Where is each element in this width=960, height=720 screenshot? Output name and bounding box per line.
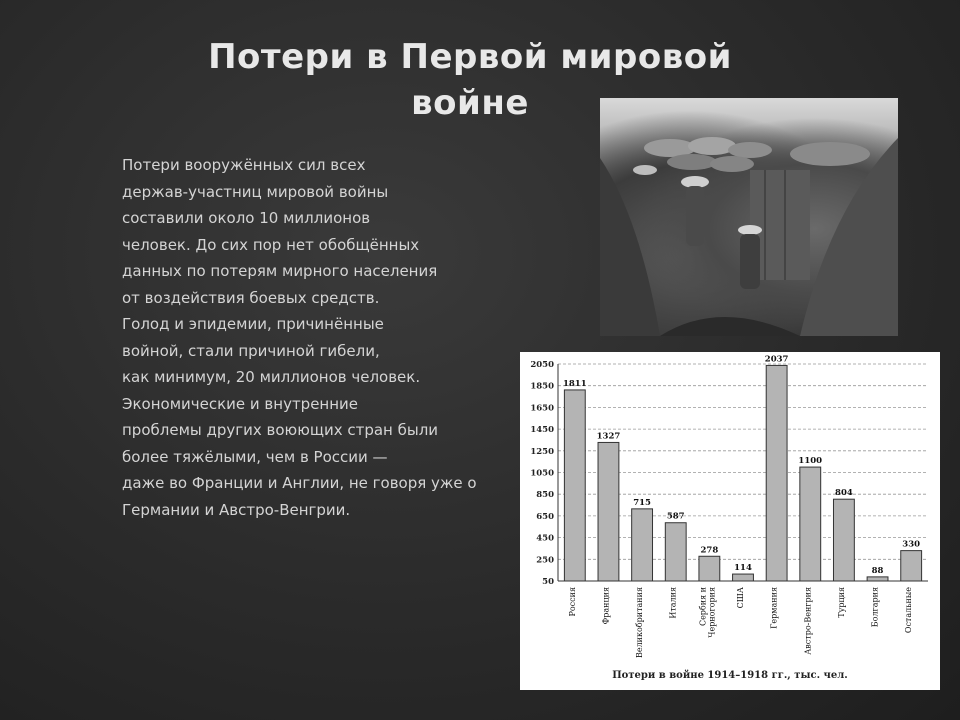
body-line: проблемы других воюющих стран были xyxy=(122,421,439,439)
data-label: 278 xyxy=(700,545,719,556)
data-label: 330 xyxy=(902,539,921,550)
data-label: 1811 xyxy=(562,378,587,389)
data-label: 1327 xyxy=(596,431,621,442)
body-line: Голод и эпидемии, причинённые xyxy=(122,315,384,333)
x-tick-label: Россия xyxy=(567,587,577,617)
x-tick-label: Болгария xyxy=(870,587,880,628)
body-line: более тяжёлыми, чем в России — xyxy=(122,447,388,466)
bar xyxy=(564,390,585,581)
body-line: как минимум, 20 миллионов человек. xyxy=(122,368,421,386)
trench-photo xyxy=(600,98,898,336)
y-tick-label: 1650 xyxy=(530,403,554,414)
body-line: человек. До сих пор нет обобщённых xyxy=(122,235,420,254)
body-line: даже во Франции и Англии, не говоря уже о xyxy=(122,474,477,492)
data-label: 715 xyxy=(633,497,651,508)
losses-chart-svg xyxy=(520,352,940,690)
body-line: от воздействия боевых средств. xyxy=(122,288,380,307)
data-label: 804 xyxy=(835,488,853,499)
bar xyxy=(632,509,653,581)
x-tick-label: Турция xyxy=(836,587,846,618)
bar xyxy=(665,523,686,581)
data-label: 587 xyxy=(666,511,685,522)
body-text xyxy=(122,152,512,523)
y-tick-label: 1250 xyxy=(530,446,554,457)
x-tick-label: Австро-Венгрия xyxy=(803,587,813,655)
body-line: Потери вооружённых сил всех xyxy=(122,156,366,174)
y-tick-label: 1450 xyxy=(530,425,554,436)
bar xyxy=(800,467,821,581)
x-tick-label: Италия xyxy=(668,587,678,619)
body-line: составили около 10 миллионов xyxy=(122,209,371,227)
losses-chart xyxy=(520,352,940,690)
body-line: Экономические и внутренние xyxy=(122,394,359,413)
bar xyxy=(867,577,888,581)
y-tick-label: 1850 xyxy=(530,381,554,392)
x-tick-label: США xyxy=(736,587,745,609)
data-label: 114 xyxy=(734,563,752,574)
data-label: 1100 xyxy=(798,456,823,467)
title-line-2: войне xyxy=(411,83,529,123)
bar xyxy=(766,365,787,581)
body-line: войной, стали причиной гибели, xyxy=(122,341,380,360)
y-tick-label: 1050 xyxy=(530,468,554,479)
x-tick-label: Великобритания xyxy=(635,587,645,659)
body-line: данных по потерям мирного населения xyxy=(122,262,438,280)
y-tick-label: 250 xyxy=(536,555,554,566)
data-label: 88 xyxy=(871,565,884,576)
data-label: 2037 xyxy=(764,354,789,365)
bar xyxy=(699,556,720,581)
bar xyxy=(901,551,922,581)
body-line: Германии и Австро-Венгрии. xyxy=(122,500,351,519)
y-tick-label: 850 xyxy=(536,490,554,501)
y-tick-label: 650 xyxy=(536,511,554,522)
x-tick-label: Сербия иЧерногория xyxy=(698,587,717,638)
x-tick-label: Остальные xyxy=(904,587,914,634)
y-tick-label: 50 xyxy=(542,577,554,587)
title-line-1: Потери в Первой мировой xyxy=(208,37,732,77)
trench-photo-art xyxy=(600,98,898,336)
x-tick-label: Франция xyxy=(601,587,611,625)
bar xyxy=(598,442,619,581)
body-line: держав-участниц мировой войны xyxy=(122,182,389,201)
bar xyxy=(833,499,854,581)
x-tick-label: Германия xyxy=(769,587,779,629)
y-tick-label: 450 xyxy=(536,533,554,544)
chart-caption: Потери в войне 1914–1918 гг., тыс. чел. xyxy=(612,670,848,681)
bar xyxy=(733,574,754,581)
y-tick-label: 2050 xyxy=(530,360,554,370)
